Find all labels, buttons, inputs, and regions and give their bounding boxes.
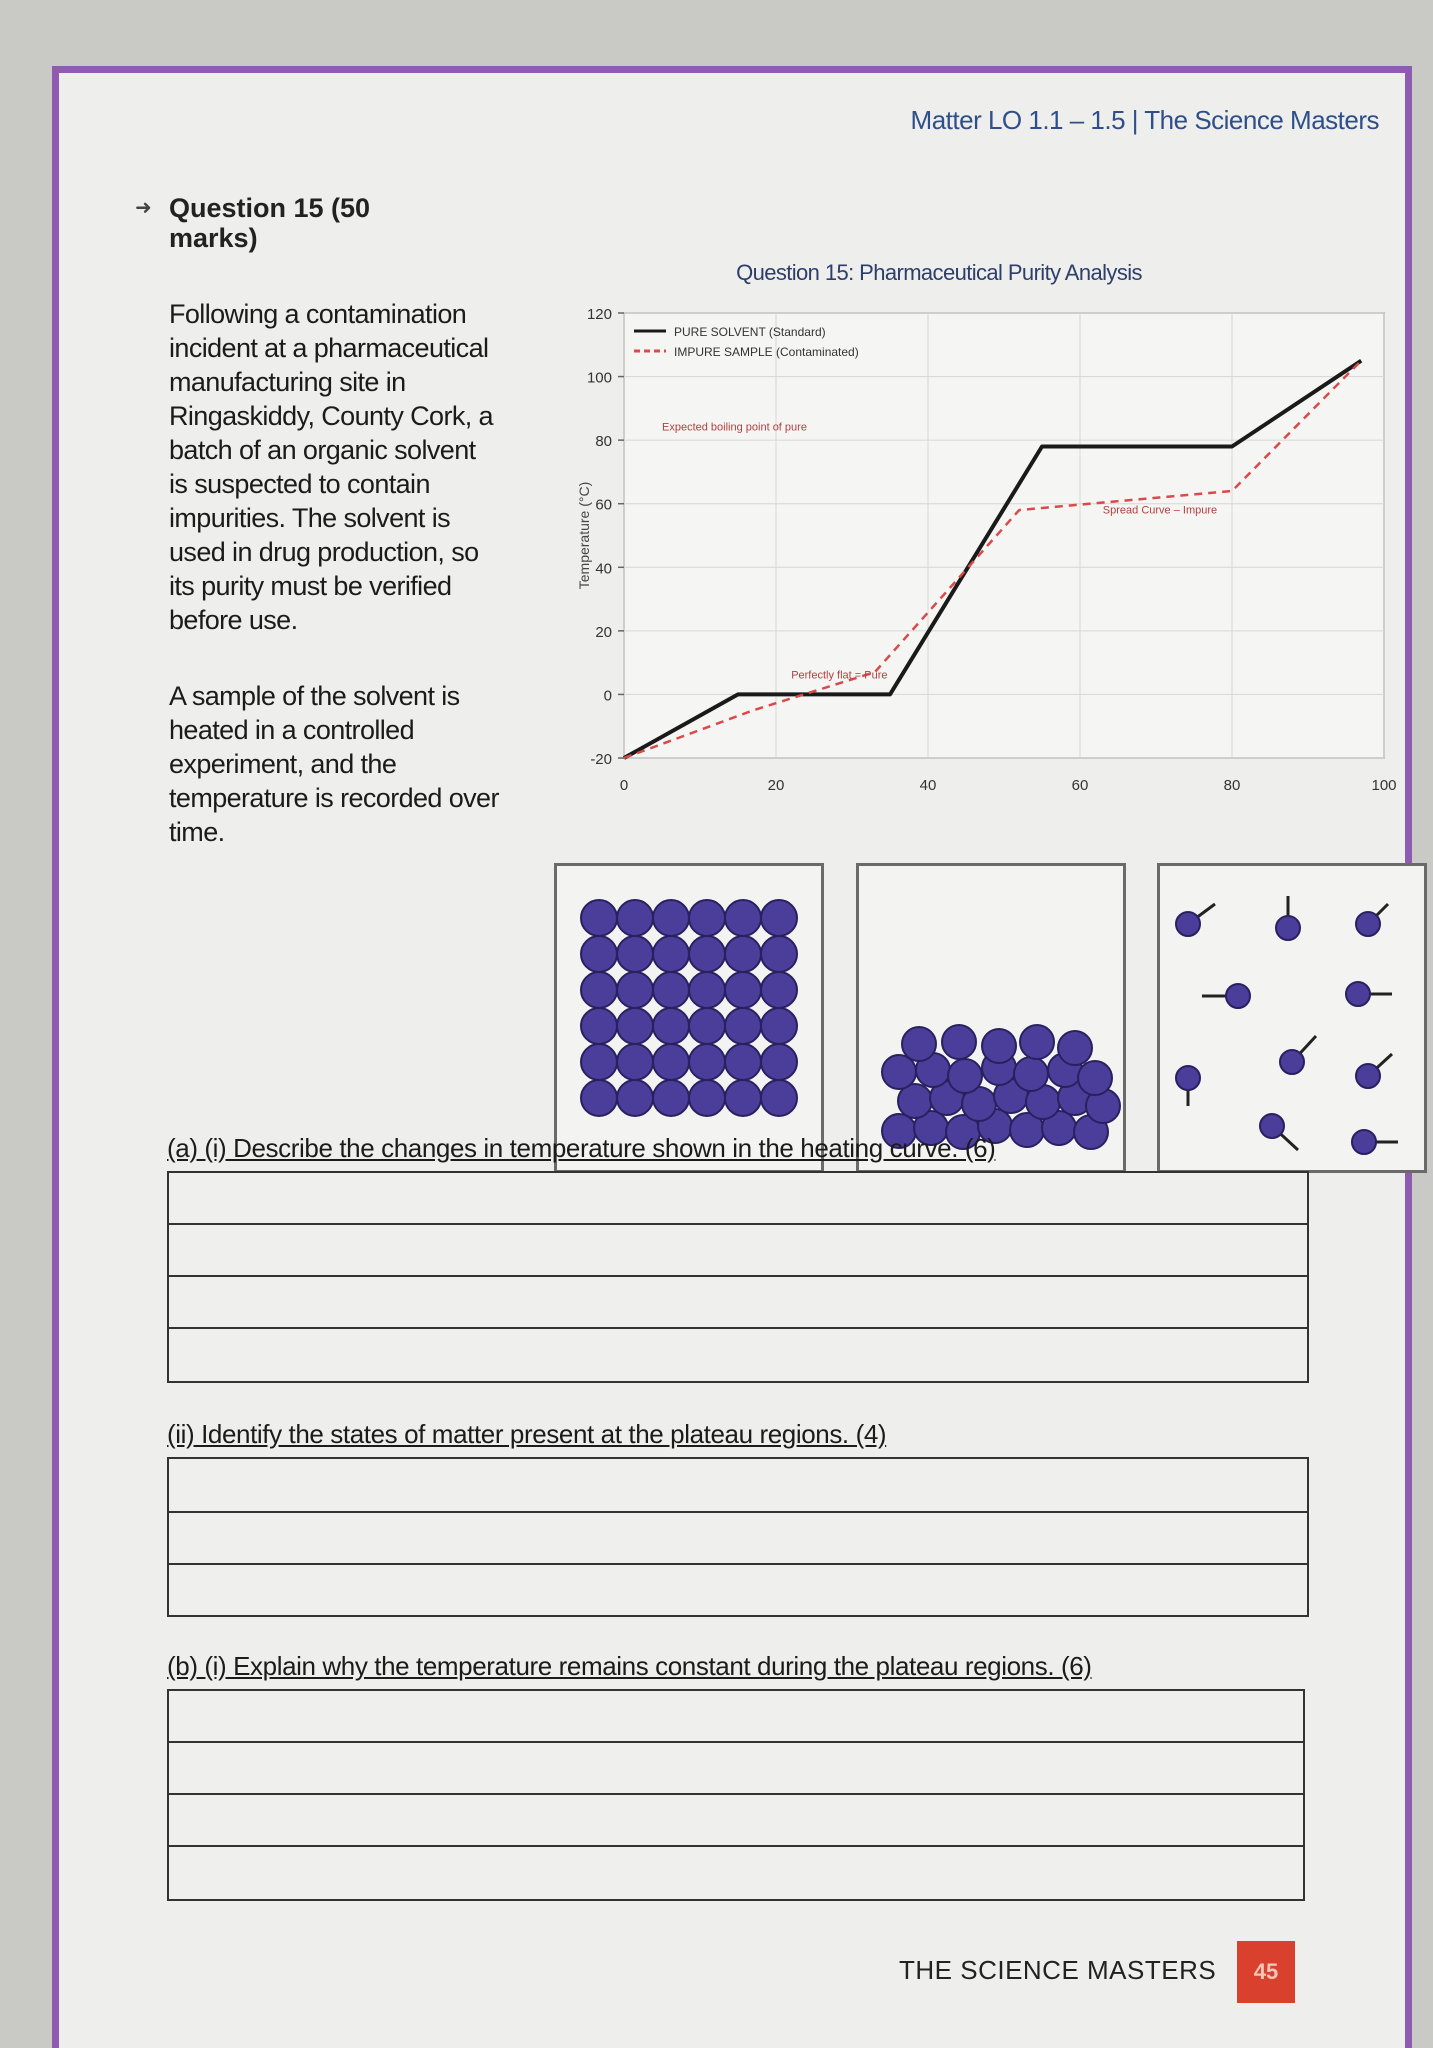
solid-particle-diagram (554, 863, 824, 1173)
solid-particle (689, 1080, 725, 1116)
gas-particle (1346, 982, 1370, 1006)
page-number-badge: 45 (1237, 1941, 1295, 2003)
answer-line (169, 1223, 1307, 1225)
solid-particle (581, 936, 617, 972)
page-header-title: Matter LO 1.1 – 1.5 | The Science Masters (910, 105, 1379, 135)
answer-line (169, 1327, 1307, 1329)
heating-curve-svg (519, 188, 1399, 868)
worksheet-page (52, 66, 1412, 2048)
solid-particle (581, 1008, 617, 1044)
liquid-particle (948, 1059, 982, 1093)
gas-particle (1352, 1130, 1376, 1154)
solid-particle (725, 1080, 761, 1116)
liquid-particle-diagram (856, 863, 1126, 1173)
y-tick-label: 20 (595, 623, 612, 641)
solid-particle (581, 1080, 617, 1116)
solid-particle (653, 900, 689, 936)
gas-particle (1226, 984, 1250, 1008)
gas-particle (1356, 912, 1380, 936)
x-tick-label: 60 (1071, 777, 1089, 794)
intro-paragraph: A sample of the solvent is heated in a controlled experiment, and the temperature is recorded over time. (169, 681, 499, 847)
solid-particle (725, 1044, 761, 1080)
footer-brand: THE SCIENCE MASTERS (899, 1955, 1217, 1985)
solid-particle (725, 1008, 761, 1044)
solid-particle (653, 936, 689, 972)
gas-particles (1160, 866, 1424, 1170)
solid-particle (761, 1080, 797, 1116)
chart-title: Question 15: Pharmaceutical Purity Analysis (736, 260, 1142, 285)
heating-curve-chart (519, 188, 1399, 868)
solid-particle (581, 972, 617, 1008)
gas-particle (1356, 1064, 1380, 1088)
x-tick-label: 20 (767, 777, 785, 794)
solid-particle (617, 972, 653, 1008)
answer-box-a-i[interactable] (167, 1171, 1309, 1383)
y-tick-label: 100 (586, 369, 612, 387)
x-tick-label: 80 (1223, 777, 1241, 794)
solid-particle (761, 900, 797, 936)
y-tick-label: 60 (595, 496, 612, 514)
answer-line (169, 1563, 1307, 1565)
liquid-particle (1014, 1057, 1048, 1091)
solid-particle (653, 972, 689, 1008)
solid-particle (617, 1008, 653, 1044)
y-tick-label: 40 (595, 560, 612, 578)
chart-annotation: Perfectly flat = Pure (791, 669, 888, 682)
liquid-particle (1058, 1031, 1092, 1065)
bullet-arrow-icon: ➜ (135, 197, 152, 219)
part-b-i-label: (b) (i) Explain why the temperature remains constant during the plateau regions. (6) (167, 1651, 1092, 1681)
gas-particle (1176, 912, 1200, 936)
answer-line (169, 1275, 1307, 1277)
answer-line (169, 1741, 1303, 1743)
liquid-particle (882, 1055, 916, 1089)
solid-particle (581, 900, 617, 936)
liquid-particles (859, 866, 1123, 1170)
part-a-i-label: (a) (i) Describe the changes in temperature shown in the heating curve. (6) (167, 1133, 996, 1163)
question-heading-text: Question 15 (50 marks) (169, 193, 371, 253)
gas-particle (1176, 1066, 1200, 1090)
gas-particle (1280, 1050, 1304, 1074)
solid-particles (557, 866, 821, 1170)
solid-particle (617, 1080, 653, 1116)
solid-particle (725, 900, 761, 936)
solid-particle (725, 936, 761, 972)
solid-particle (689, 900, 725, 936)
chart-annotation: Spread Curve – Impure (1102, 504, 1218, 517)
question-intro (169, 297, 499, 891)
solid-particle (689, 1008, 725, 1044)
legend-entry: PURE SOLVENT (Standard) (674, 325, 826, 339)
gas-particle (1260, 1114, 1284, 1138)
liquid-particle (982, 1029, 1016, 1063)
solid-particle (761, 1008, 797, 1044)
x-tick-label: 40 (919, 777, 937, 794)
gas-particle-diagram (1157, 863, 1427, 1173)
chart-annotation: Expected boiling point of pure (662, 421, 807, 434)
solid-particle (725, 972, 761, 1008)
solid-particle (761, 972, 797, 1008)
x-tick-label: 100 (1371, 777, 1397, 794)
solid-particle (617, 936, 653, 972)
part-a-ii-label: (ii) Identify the states of matter present at the plateau regions. (4) (167, 1419, 887, 1449)
solid-particle (689, 1044, 725, 1080)
answer-box-b-i[interactable] (167, 1689, 1305, 1901)
solid-particle (761, 936, 797, 972)
liquid-particle (1020, 1025, 1054, 1059)
y-tick-label: 0 (603, 687, 612, 705)
liquid-particle (1078, 1061, 1112, 1095)
solid-particle (581, 1044, 617, 1080)
legend-entry: IMPURE SAMPLE (Contaminated) (674, 345, 859, 359)
y-tick-label: 80 (595, 433, 612, 451)
answer-box-a-ii[interactable] (167, 1457, 1309, 1617)
answer-line (169, 1511, 1307, 1513)
solid-particle (617, 1044, 653, 1080)
question-heading (135, 193, 429, 253)
y-tick-label: 120 (586, 306, 612, 323)
solid-particle (617, 900, 653, 936)
intro-paragraph: Following a contamination incident at a pharmaceutical manufacturing site in Ringaskiddy, County Cork, a batch of an organic solvent is suspected to contain impurities. The solvent is used in drug production, so its purity must be verified before use. (169, 299, 493, 635)
x-tick-label: 0 (619, 777, 629, 794)
solid-particle (689, 972, 725, 1008)
liquid-particle (902, 1027, 936, 1061)
solid-particle (653, 1044, 689, 1080)
plot-area (624, 313, 1384, 758)
answer-line (169, 1793, 1303, 1795)
answer-line (169, 1845, 1303, 1847)
liquid-particle (942, 1025, 976, 1059)
solid-particle (653, 1080, 689, 1116)
solid-particle (689, 936, 725, 972)
y-tick-label: -20 (590, 751, 612, 768)
y-axis-label: Temperature (°C) (576, 481, 592, 590)
gas-particle (1276, 916, 1300, 940)
solid-particle (653, 1008, 689, 1044)
solid-particle (761, 1044, 797, 1080)
